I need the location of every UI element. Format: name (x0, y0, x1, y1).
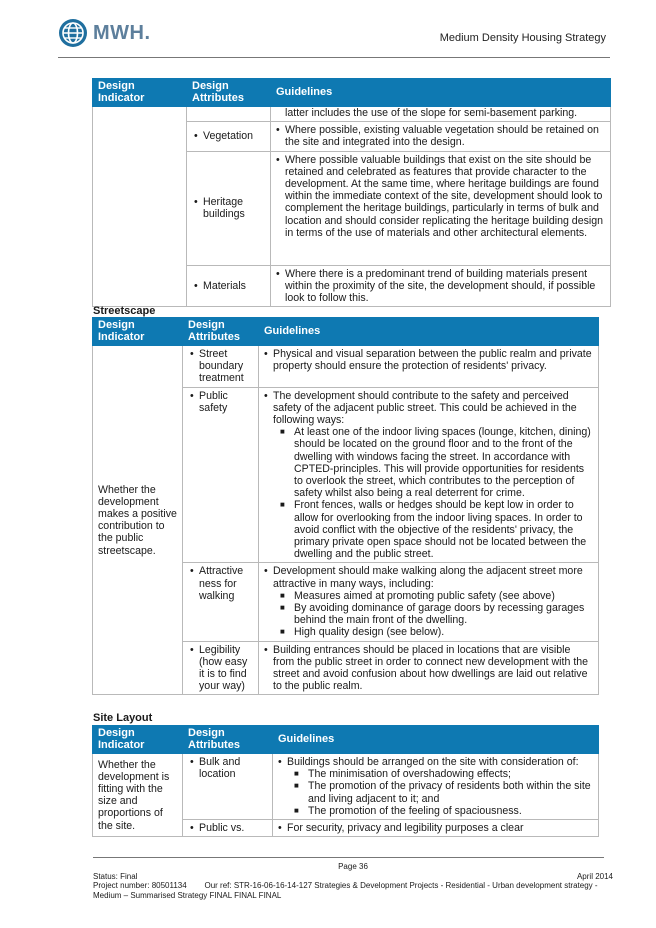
guideline-cell: • The development should contribute to the safety and perceived safety of the adjacent public street. This could be achieved in the following ways: ■ At least one of the indoor living spaces (lounge, kitchen, dining) should be located on the ground floor and to the front of the dwelling with windows facing the street. In accordance with CPTED-principles. This will provide opportunities for residents to overlook the street, which contributes to the perception of safety whilst also being a real deterrent for crime. ■ Front fences, walls or hedges should be kept low in order to allow for overlooking from the indoor living spaces. In order to avoid conflict with the objective of the residents' privacy, the primary private open space should not be located between the dwelling and the public street. (259, 387, 599, 563)
bullet-icon: • (194, 130, 198, 143)
square-bullet-icon: ■ (280, 627, 285, 637)
page-footer (93, 862, 613, 900)
attribute-cell: • Heritage buildings (187, 151, 271, 265)
square-bullet-icon: ■ (294, 781, 299, 791)
guideline-cell: • Where possible, existing valuable vegetation should be retained on the site and integrated into the design. (271, 122, 611, 151)
col-header-attributes: Design Attributes (187, 79, 271, 107)
col-header-attributes: Design Attributes (183, 726, 273, 754)
col-header-guidelines: Guidelines (271, 79, 611, 107)
project-number: Project number: 80501134 (93, 881, 187, 890)
page-header (58, 16, 610, 58)
attribute-cell: • Bulk and location (183, 754, 273, 820)
table-row (93, 754, 599, 820)
bullet-icon: • (264, 565, 268, 578)
col-header-guidelines: Guidelines (259, 318, 599, 346)
square-bullet-icon: ■ (280, 427, 285, 437)
square-bullet-icon: ■ (294, 769, 299, 779)
footer-divider (93, 857, 604, 858)
attribute-cell: • Street boundary treatment (183, 346, 259, 388)
attribute-cell: • Legibility (how easy it is to find your way) (183, 641, 259, 695)
col-header-attributes: Design Attributes (183, 318, 259, 346)
bullet-icon: • (190, 565, 194, 578)
list-item: ■ Measures aimed at promoting public safety (see above) (280, 589, 555, 602)
section-title-streetscape: Streetscape (93, 305, 156, 317)
site-layout-table (92, 725, 599, 837)
indicator-cell (93, 107, 187, 307)
list-item: ■ At least one of the indoor living spaces (lounge, kitchen, dining) should be located on the ground floor and to the front of the dwelling with windows facing the street. In accordance with CPTED-principles. This will provide opportunities for residents to overlook the street, which contributes to the perception of safety whilst also being a real deterrent for crime. (280, 426, 591, 500)
guideline-cell: • Physical and visual separation between the public realm and private property should ensure the protection of residents' privacy. (259, 346, 599, 388)
bullet-icon: • (190, 389, 194, 402)
bullet-icon: • (278, 756, 282, 768)
attribute-cell: • Public vs. (183, 820, 273, 837)
bullet-icon: • (276, 267, 280, 280)
brand-name: MWH. (93, 21, 151, 44)
list-item: ■ The minimisation of overshadowing effects; (294, 768, 511, 781)
guideline-cell: • For security, privacy and legibility purposes a clear (273, 820, 599, 837)
list-item: ■ The promotion of the feeling of spaciousness. (294, 804, 522, 817)
bullet-icon: • (194, 195, 198, 208)
bullet-icon: • (264, 348, 268, 360)
guideline-cell: • Where there is a predominant trend of building materials present within the proximity of the site, the development should, if possible look to follow this. (271, 265, 611, 307)
guideline-cell: • Development should make walking along the adjacent street more attractive in many ways, including: ■ Measures aimed at promoting public safety (see above) ■ By avoiding dominance of garage doors by recessing garages behind the main front of the dwelling. ■ High quality design (see below). (259, 563, 599, 641)
bullet-icon: • (194, 279, 198, 292)
square-bullet-icon: ■ (280, 500, 285, 510)
attribute-cell: • Vegetation (187, 122, 271, 151)
bullet-icon: • (276, 153, 280, 166)
bullet-icon: • (276, 124, 280, 137)
table-row (93, 107, 611, 122)
attribute-cell (187, 107, 271, 122)
bullet-icon: • (278, 822, 282, 835)
indicator-cell: Whether the development makes a positive contribution to the public streetscape. (93, 346, 183, 695)
square-bullet-icon: ■ (280, 603, 285, 613)
section-title-site-layout: Site Layout (93, 712, 153, 724)
guideline-text: latter includes the use of the slope for semi-basement parking. (285, 107, 578, 119)
table-row (93, 346, 599, 388)
guideline-cell: • Buildings should be arranged on the site with consideration of: ■ The minimisation of overshadowing effects; ■ The promotion of the privacy of residents both within the site and living adjacent to it; and ■ The promotion of the feeling of spaciousness. (273, 754, 599, 820)
col-header-indicator: Design Indicator (93, 79, 187, 107)
bullet-icon: • (190, 822, 194, 835)
list-item: ■ By avoiding dominance of garage doors by recessing garages behind the main front of the dwelling. (280, 602, 585, 627)
attribute-cell: • Materials (187, 265, 271, 307)
reference-text: Our ref: STR-16-06-16-14-127 Strategies & Development Projects - Residential - Urban development strategy - Medium – Summarised Strategy FINAL FINAL FINAL (93, 881, 598, 900)
bullet-icon: • (190, 348, 194, 360)
attribute-cell: • Attractive ness for walking (183, 563, 259, 641)
guideline-cell (271, 107, 611, 122)
guideline-cell: • Where possible valuable buildings that exist on the site should be retained and celebrated as features that provide character to the development. At the same time, where heritage buildings are found within the immediate context of the site, development should look to complement the heritage buildings, particularly in terms of bulk and location and should consider replicating the heritage building design in terms of the use of materials and other architectural elements. (271, 151, 611, 265)
globe-icon (58, 18, 88, 48)
mwh-logo (58, 18, 151, 48)
list-item: ■ The promotion of the privacy of residents both within the site and living adjacent to it; and (294, 780, 591, 805)
status-text: Status: Final (93, 871, 138, 881)
list-item: ■ High quality design (see below). (280, 626, 445, 639)
bullet-icon: • (190, 756, 194, 768)
page-number: Page 36 (338, 862, 368, 871)
bullet-icon: • (264, 389, 268, 402)
col-header-indicator: Design Indicator (93, 318, 183, 346)
square-bullet-icon: ■ (294, 805, 299, 815)
attribute-cell: • Public safety (183, 387, 259, 563)
bullet-icon: • (264, 643, 268, 656)
bullet-icon: • (190, 643, 194, 656)
design-table-continued (92, 78, 611, 307)
date-text: April 2014 (576, 871, 613, 881)
list-item: ■ Front fences, walls or hedges should be kept low in order to allow for overlooking from the indoor living spaces. In order to avoid conflict with the objective of the residents' privacy, the primary private open space should not be located between the dwelling and the public street. (280, 499, 587, 561)
col-header-indicator: Design Indicator (93, 726, 183, 754)
square-bullet-icon: ■ (280, 590, 285, 600)
guideline-cell: • Building entrances should be placed in locations that are visible from the public street in order to connect new development with the street and avoid confusion about how dwellings are laid out relative to the public realm. (259, 641, 599, 695)
document-title: Medium Density Housing Strategy (439, 32, 606, 44)
col-header-guidelines: Guidelines (273, 726, 599, 754)
streetscape-table (92, 317, 599, 695)
indicator-cell: Whether the development is fitting with the size and proportions of the site. (93, 754, 183, 837)
